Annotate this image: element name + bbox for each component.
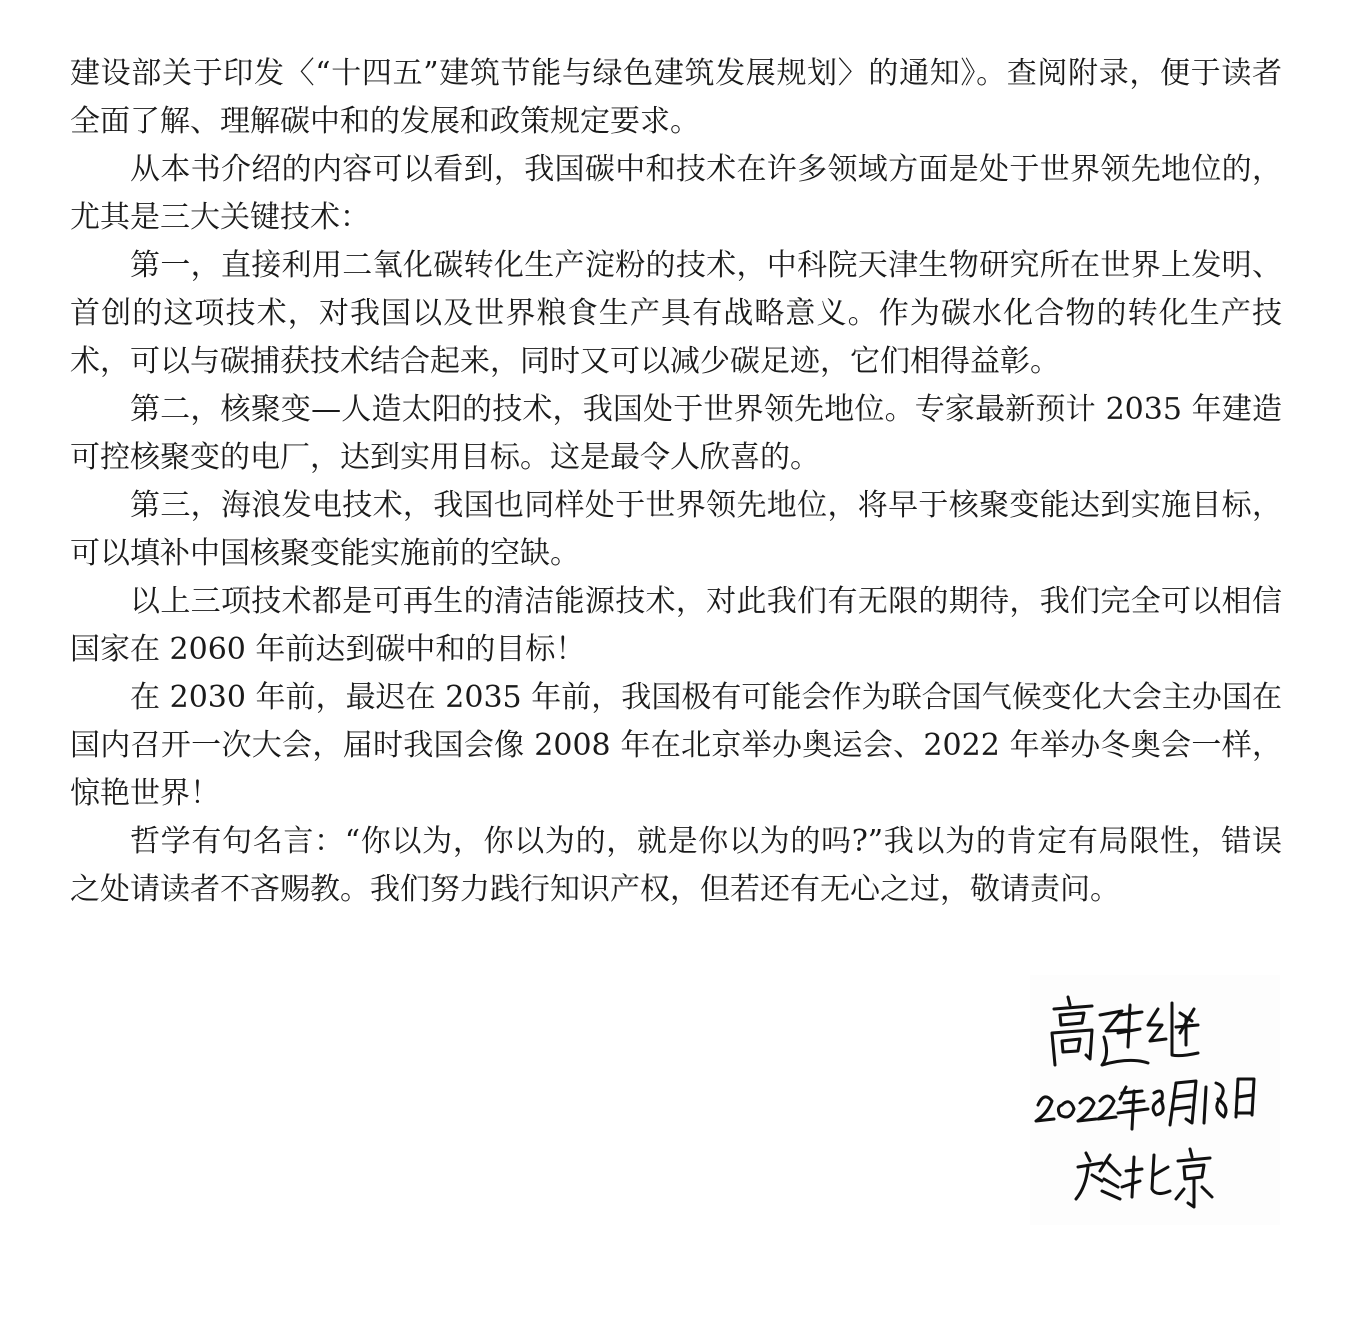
signature-image	[1030, 975, 1280, 1225]
paragraph-6: 以上三项技术都是可再生的清洁能源技术，对此我们有无限的期待，我们完全可以相信国家在 2060 年前达到碳中和的目标！	[70, 584, 1282, 667]
paragraph-7: 在 2030 年前，最迟在 2035 年前，我国极有可能会作为联合国气候变化大会主办国在国内召开一次大会，届时我国会像 2008 年在北京举办奥运会、2022 年举办冬奥会一样，惊艳世界！	[70, 680, 1282, 811]
paragraph-3: 第一，直接利用二氧化碳转化生产淀粉的技术，中科院天津生物研究所在世界上发明、首创的这项技术，对我国以及世界粮食生产具有战略意义。作为碳水化合物的转化生产技术，可以与碳捕获技术结合起来，同时又可以减少碳足迹，它们相得益彰。	[70, 248, 1282, 379]
paragraph-2: 从本书介绍的内容可以看到，我国碳中和技术在许多领域方面是处于世界领先地位的，尤其是三大关键技术：	[70, 152, 1282, 235]
handwritten-signature	[1030, 975, 1280, 1225]
paragraph-8: 哲学有句名言：“你以为，你以为的，就是你以为的吗?”我以为的肯定有局限性，错误之处请读者不吝赐教。我们努力践行知识产权，但若还有无心之过，敬请责问。	[70, 824, 1282, 907]
paragraph-4: 第二，核聚变—人造太阳的技术，我国处于世界领先地位。专家最新预计 2035 年建造可控核聚变的电厂，达到实用目标。这是最令人欣喜的。	[70, 392, 1282, 475]
paragraph-5: 第三，海浪发电技术，我国也同样处于世界领先地位，将早于核聚变能达到实施目标，可以填补中国核聚变能实施前的空缺。	[70, 488, 1282, 571]
signature-name	[1052, 997, 1198, 1065]
paragraph-1: 建设部关于印发〈“十四五”建筑节能与绿色建筑发展规划〉的通知》。查阅附录，便于读者全面了解、理解碳中和的发展和政策规定要求。	[70, 56, 1282, 139]
document-body	[70, 50, 1282, 914]
signature-place	[1076, 1149, 1212, 1207]
signature-date	[1036, 1079, 1254, 1129]
